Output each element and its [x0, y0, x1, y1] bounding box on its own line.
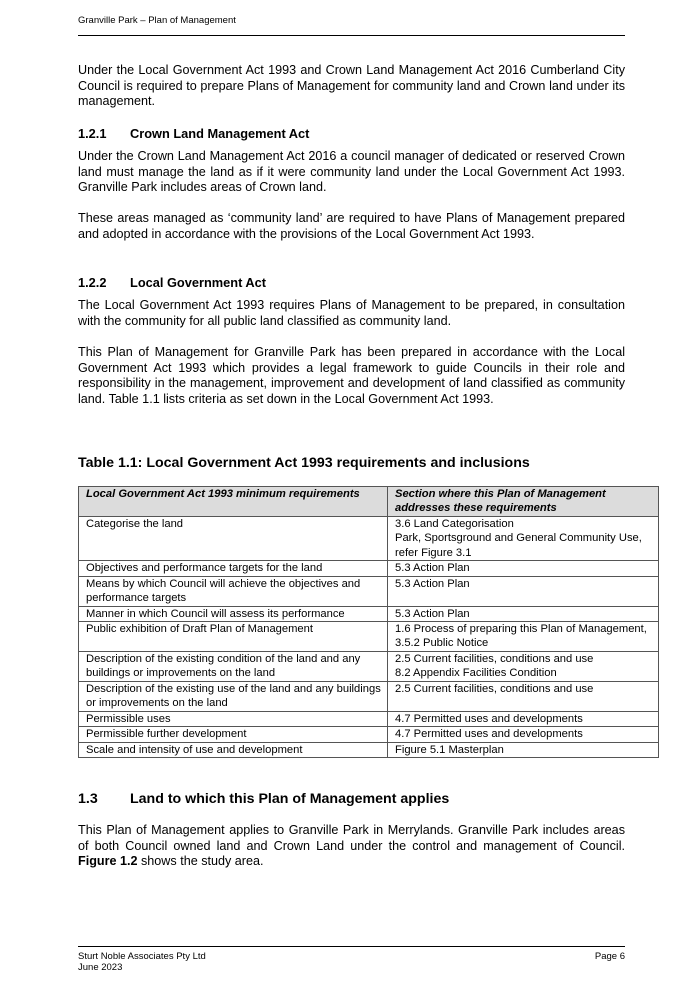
table-row [79, 561, 659, 576]
table-row [79, 517, 659, 561]
table-title: Table 1.1: Local Government Act 1993 requirements and inclusions [78, 455, 530, 471]
heading-number: 1.2.2 [78, 275, 107, 290]
heading-1-2-2 [78, 275, 266, 290]
section-cell: 2.5 Current facilities, conditions and use [388, 682, 659, 712]
requirement-cell: Permissible uses [79, 712, 388, 727]
section-line: 3.6 Land Categorisation [395, 518, 514, 530]
header-rule [78, 35, 625, 36]
column-header-requirements: Local Government Act 1993 minimum requirements [79, 487, 388, 517]
section-cell [388, 652, 659, 682]
section-line: Park, Sportsground and General Community Use, refer Figure 3.1 [395, 532, 642, 559]
heading-1-3 [78, 791, 449, 807]
footer-company: Sturt Noble Associates Pty Ltd [78, 951, 206, 962]
section-cell: 5.3 Action Plan [388, 561, 659, 576]
heading-title: Crown Land Management Act [130, 126, 310, 141]
table-row [79, 576, 659, 606]
table-row [79, 606, 659, 621]
paragraph-text: shows the study area. [137, 854, 264, 869]
requirement-cell: Means by which Council will achieve the objectives and performance targets [79, 576, 388, 606]
section-cell: 4.7 Permitted uses and developments [388, 727, 659, 742]
page-number: Page 6 [594, 951, 625, 962]
section-line: 2.5 Current facilities, conditions and use [395, 653, 594, 666]
heading-title: Local Government Act [130, 275, 267, 290]
local-gov-paragraph-1: The Local Government Act 1993 requires Plans of Management to be prepared, in consultation with the community for all public land classified as community land. [78, 298, 625, 328]
section-cell: 5.3 Action Plan [388, 576, 659, 606]
crown-land-paragraph-1: Under the Crown Land Management Act 2016 a council manager of dedicated or reserved Crown land must manage the land as if it were community land under the Local Government Act 1993. Granville Park includes areas of Crown land. [78, 149, 625, 195]
figure-reference: Figure 1.2 [78, 854, 138, 869]
heading-number: 1.3 [78, 791, 98, 807]
table-row [79, 727, 659, 742]
requirement-cell: Manner in which Council will assess its performance [79, 606, 388, 621]
section-cell: 4.7 Permitted uses and developments [388, 712, 659, 727]
requirements-table [78, 486, 659, 758]
requirement-cell: Public exhibition of Draft Plan of Management [79, 622, 388, 652]
section-cell: 1.6 Process of preparing this Plan of Management, 3.5.2 Public Notice [388, 622, 659, 652]
column-header-section: Section where this Plan of Management addresses these requirements [388, 487, 659, 517]
local-gov-paragraph-2: This Plan of Management for Granville Park has been prepared in accordance with the Local Government Act 1993 which provides a legal framework to guide Councils in their role and responsibility in the management, improvement and development of land classified as community land. Table 1.1 lists criteria as set down in the Local Government Act 1993. [78, 345, 625, 406]
requirement-cell: Scale and intensity of use and development [79, 742, 388, 757]
section-cell [388, 517, 659, 561]
table-row [79, 652, 659, 682]
intro-paragraph: Under the Local Government Act 1993 and Crown Land Management Act 2016 Cumberland City Council is required to prepare Plans of Management for community land and Crown land under its management. [78, 63, 625, 109]
heading-1-2-1 [78, 126, 309, 141]
footer-rule [78, 946, 625, 947]
heading-number: 1.2.1 [78, 126, 107, 141]
requirement-cell: Permissible further development [79, 727, 388, 742]
section-line: 8.2 Appendix Facilities Condition [395, 667, 557, 680]
table-row [79, 742, 659, 757]
requirement-cell: Objectives and performance targets for the land [79, 561, 388, 576]
table-row [79, 682, 659, 712]
paragraph-text: This Plan of Management applies to Granville Park in Merrylands. Granville Park includes areas of both Council owned land and Crown Land under the control and management of Council. [78, 823, 625, 853]
crown-land-paragraph-2: These areas managed as ‘community land’ are required to have Plans of Management prepared and adopted in accordance with the provisions of the Local Government Act 1993. [78, 211, 625, 241]
section-cell: Figure 5.1 Masterplan [388, 742, 659, 757]
requirement-cell: Description of the existing use of the land and any buildings or improvements on the land [79, 682, 388, 712]
footer-left [78, 951, 206, 973]
land-applies-paragraph [78, 823, 625, 870]
table-row [79, 622, 659, 652]
footer-date: June 2023 [78, 962, 123, 973]
heading-title: Land to which this Plan of Management applies [130, 791, 450, 807]
page-header: Granville Park – Plan of Management [78, 15, 236, 26]
table-row [79, 712, 659, 727]
requirement-cell: Description of the existing condition of the land and any buildings or improvements on the land [79, 652, 388, 682]
requirement-cell: Categorise the land [79, 517, 388, 561]
section-cell: 5.3 Action Plan [388, 606, 659, 621]
